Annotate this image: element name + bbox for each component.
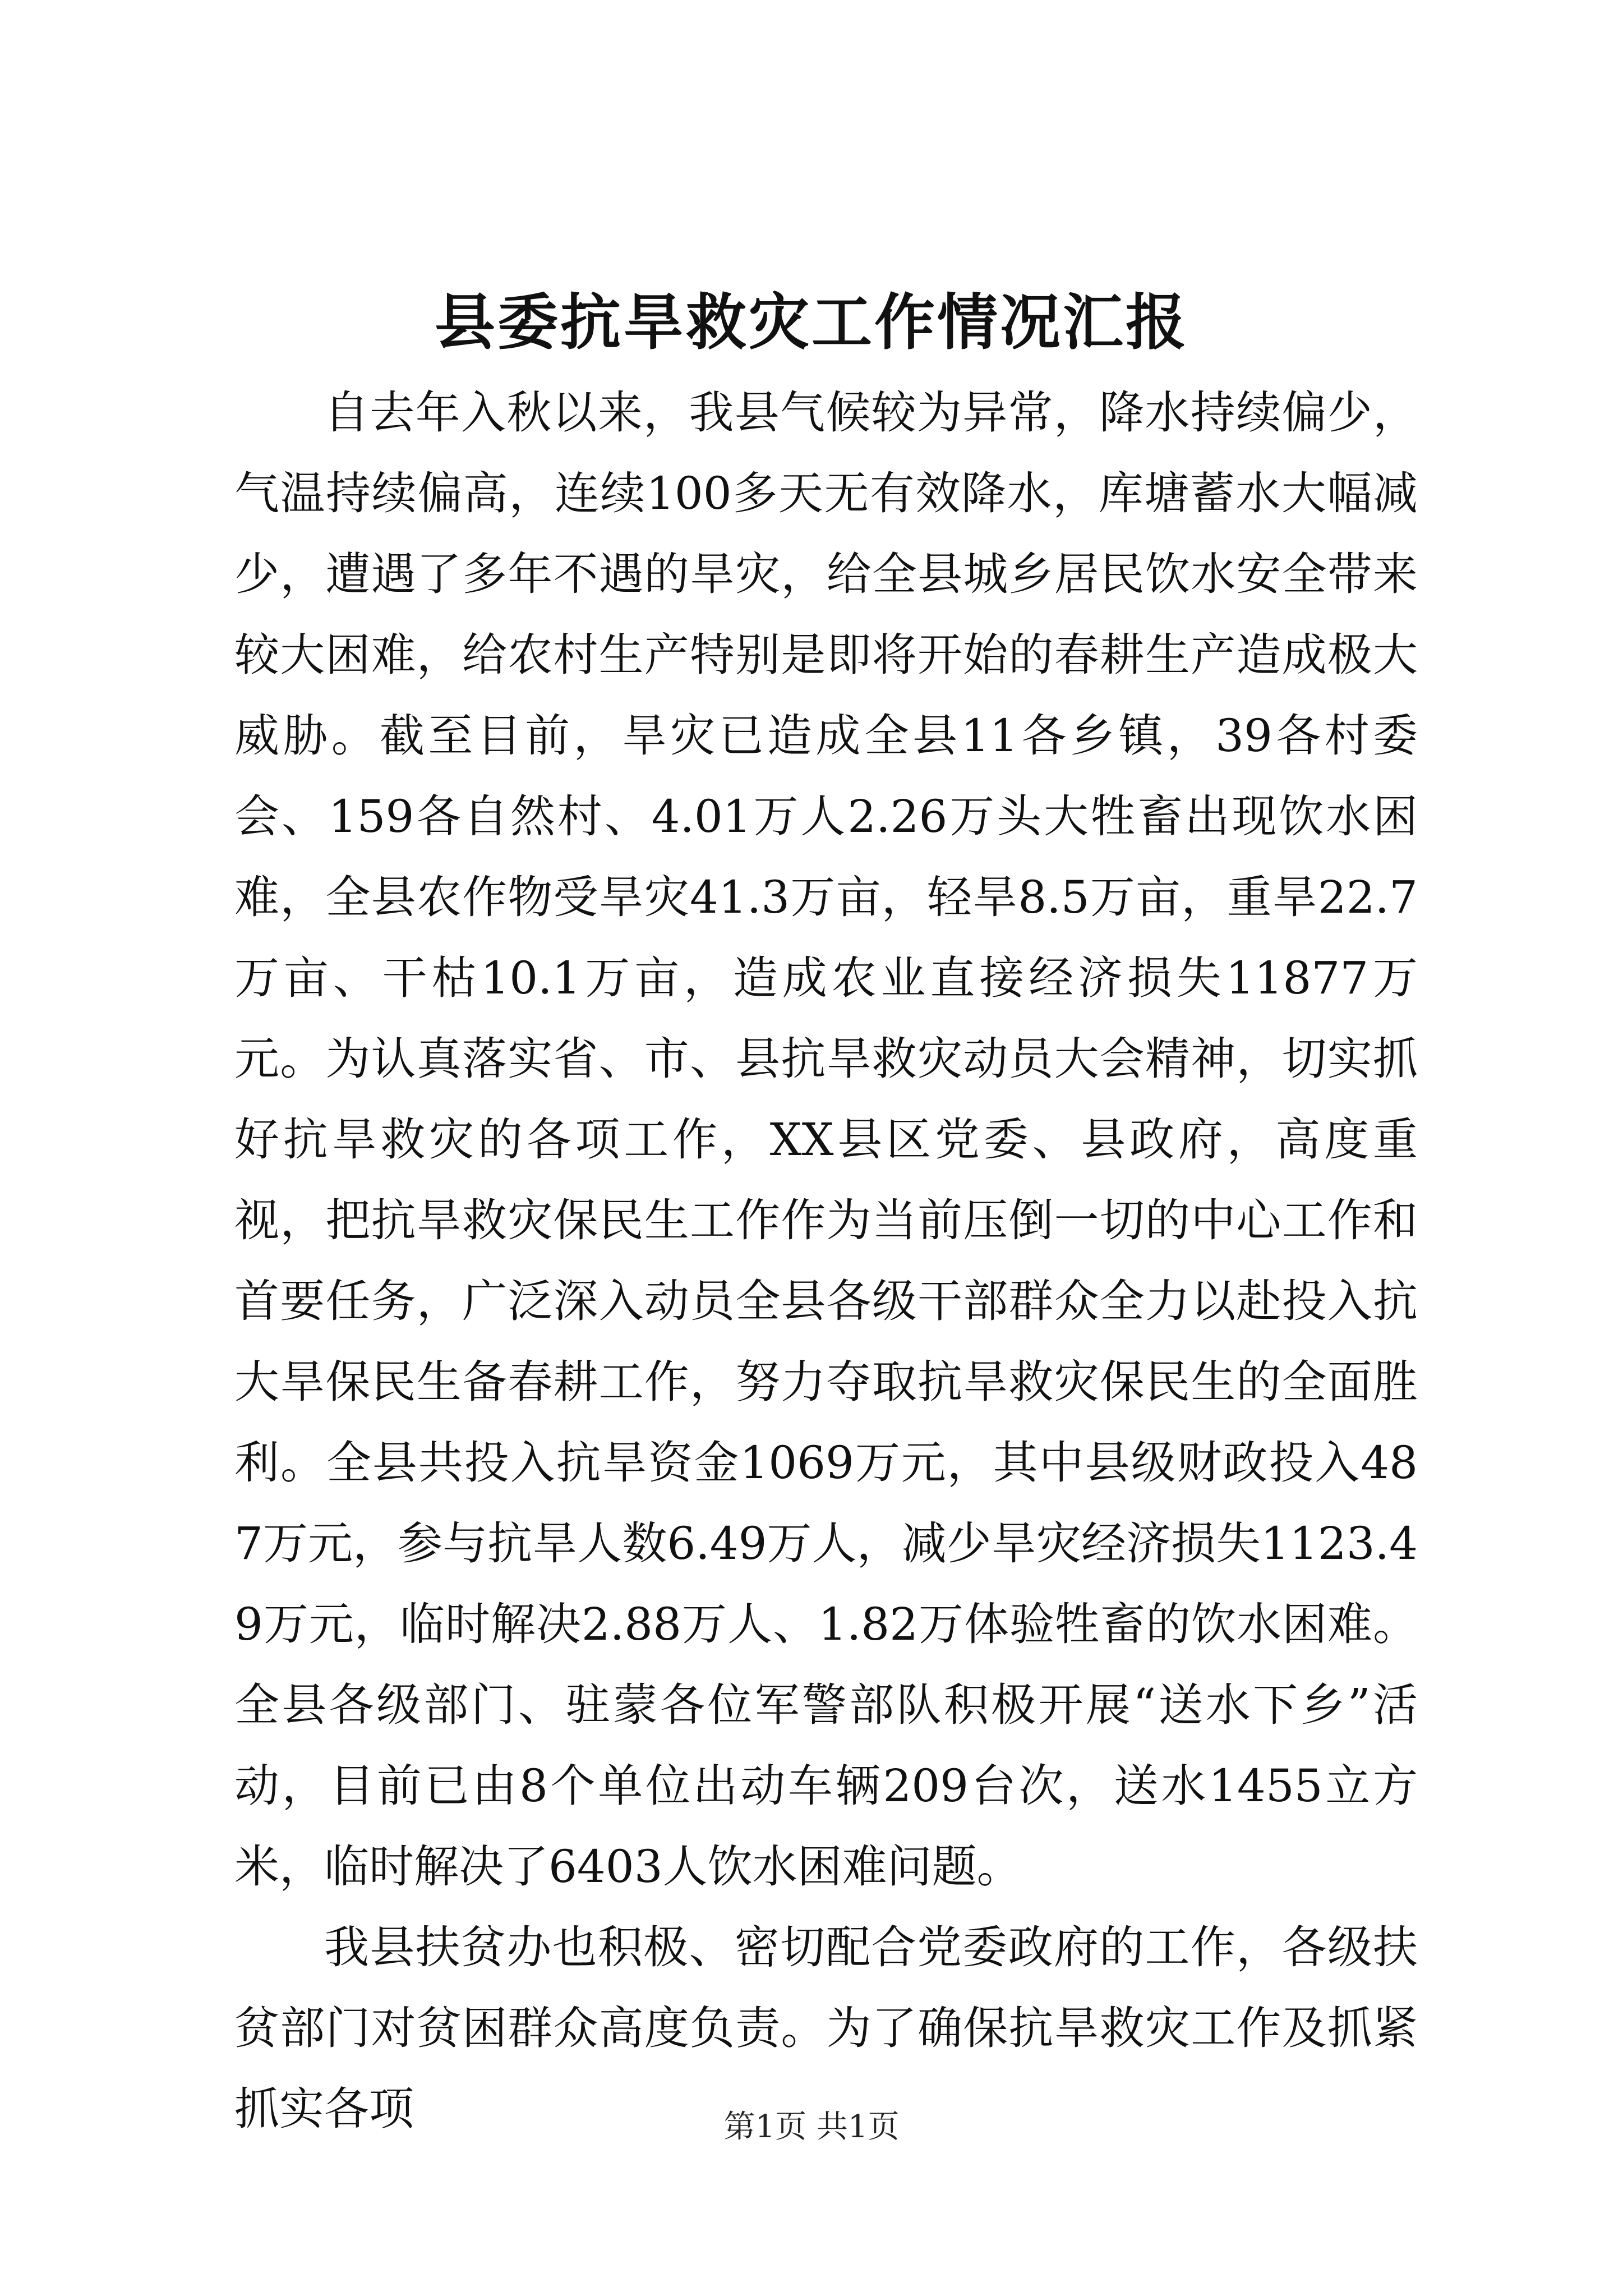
paragraph-1: 自去年入秋以来，我县气候较为异常，降水持续偏少，气温持续偏高，连续100多天无有效降水，库塘蓄水大幅减少，遭遇了多年不遇的旱灾，给全县城乡居民饮水安全带来较大困难，给农村生产特别是即将开始的春耕生产造成极大威胁。截至目前，旱灾已造成全县11各乡镇，39各村委会、159各自然村、4.01万人2.26万头大牲畜出现饮水困难，全县农作物受旱灾41.3万亩，轻旱8.5万亩，重旱22.7万亩、干枯10.1万亩，造成农业直接经济损失11877万元。为认真落实省、市、县抗旱救灾动员大会精神，切实抓好抗旱救灾的各项工作，XX县区党委、县政府，高度重视，把抗旱救灾保民生工作作为当前压倒一切的中心工作和首要任务，广泛深入动员全县各级干部群众全力以赴投入抗大旱保民生备春耕工作，努力夺取抗旱救灾保民生的全面胜利。全县共投入抗旱资金1069万元，其中县级财政投入487万元，参与抗旱人数6.49万人，减少旱灾经济损失1123.49万元，临时解决2.88万人、1.82万体验牲畜的饮水困难。全县各级部门、驻蒙各位军警部队积极开展“送水下乡”活动，目前已由8个单位出动车辆209台次，送水1455立方米，临时解决了6403人饮水困难问题。 xyxy=(234,386,1418,1893)
page-footer: 第1页 共1页 xyxy=(723,2109,900,2145)
document-title: 县委抗旱救灾工作情况汇报 xyxy=(434,287,1188,358)
paragraph-2: 我县扶贫办也积极、密切配合党委政府的工作，各级扶贫部门对贫困群众高度负责。为了确保抗旱救灾工作及抓紧抓实各项 xyxy=(234,1921,1418,2135)
document-body xyxy=(234,372,1418,2150)
